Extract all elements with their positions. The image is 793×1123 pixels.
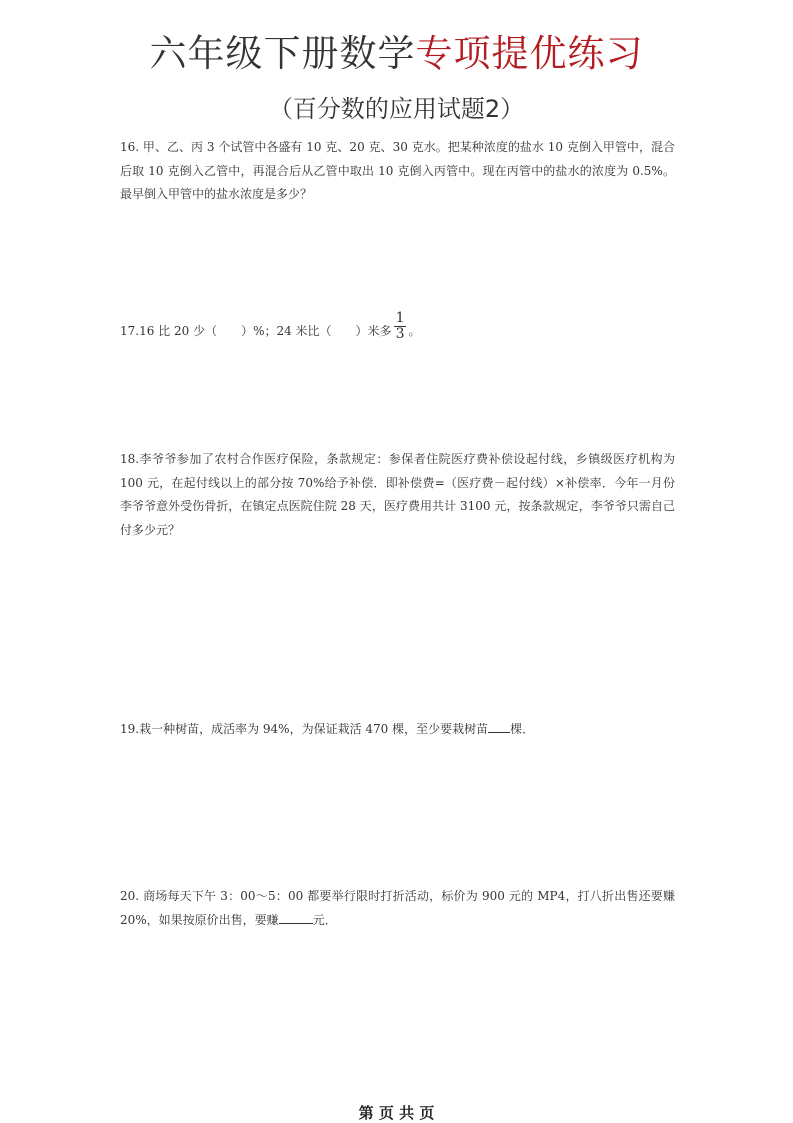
- question-17: [120, 310, 675, 347]
- page-subtitle: （百分数的应用试题2）: [268, 95, 525, 123]
- question-19-text: 19.栽一种树苗，成活率为 94%，为保证栽活 470 棵，至少要栽树苗: [120, 722, 489, 736]
- question-17-end: 。: [408, 324, 421, 338]
- question-19-end: 棵．: [510, 722, 535, 736]
- fraction-numerator: 1: [395, 310, 405, 326]
- answer-blank: [279, 923, 313, 924]
- question-18: 18.李爷爷参加了农村合作医疗保险，条款规定：参保者住院医疗费补偿设起付线，乡镇级医疗机构为 100 元，在起付线以上的部分按 70%给予补偿．即补偿费=（医疗费－起付线）×补偿率．今年一月份李爷爷意外受伤骨折，在镇定点医院住院 28 天，医疗费用共计 3100 元，按条款规定，李爷爷只需自己付多少元？: [120, 452, 675, 537]
- page-title-black-part: 六年级下册数学: [149, 32, 416, 75]
- page-title-red-part: 专项提优练习: [415, 32, 644, 75]
- page-footer: 第 页 共 页: [358, 1104, 435, 1122]
- answer-blank: [488, 732, 510, 733]
- question-20-text: 20. 商场每天下午 3：00～5：00 都要举行限时打折活动，标价为 900 元的 MP4，打八折出售还要赚 20%，如果按原价出售，要赚: [120, 889, 675, 927]
- page-title: [0, 30, 793, 78]
- question-20: [120, 885, 675, 932]
- question-17-text: 17.16 比 20 少（ ）%；24 米比（ ）米多: [120, 324, 392, 338]
- fraction-denominator: 3: [395, 326, 405, 342]
- question-19: [120, 718, 675, 742]
- question-16: 16. 甲、乙、丙 3 个试管中各盛有 10 克、20 克、30 克水。把某种浓度的盐水 10 克倒入甲管中，混合后取 10 克倒入乙管中，再混合后从乙管中取出 10 克倒入丙管中。现在丙管中的盐水的浓度为 0.5%。最早倒入甲管中的盐水浓度是多少？: [120, 140, 675, 201]
- fraction-one-third: [394, 311, 407, 342]
- question-20-end: 元．: [312, 912, 337, 927]
